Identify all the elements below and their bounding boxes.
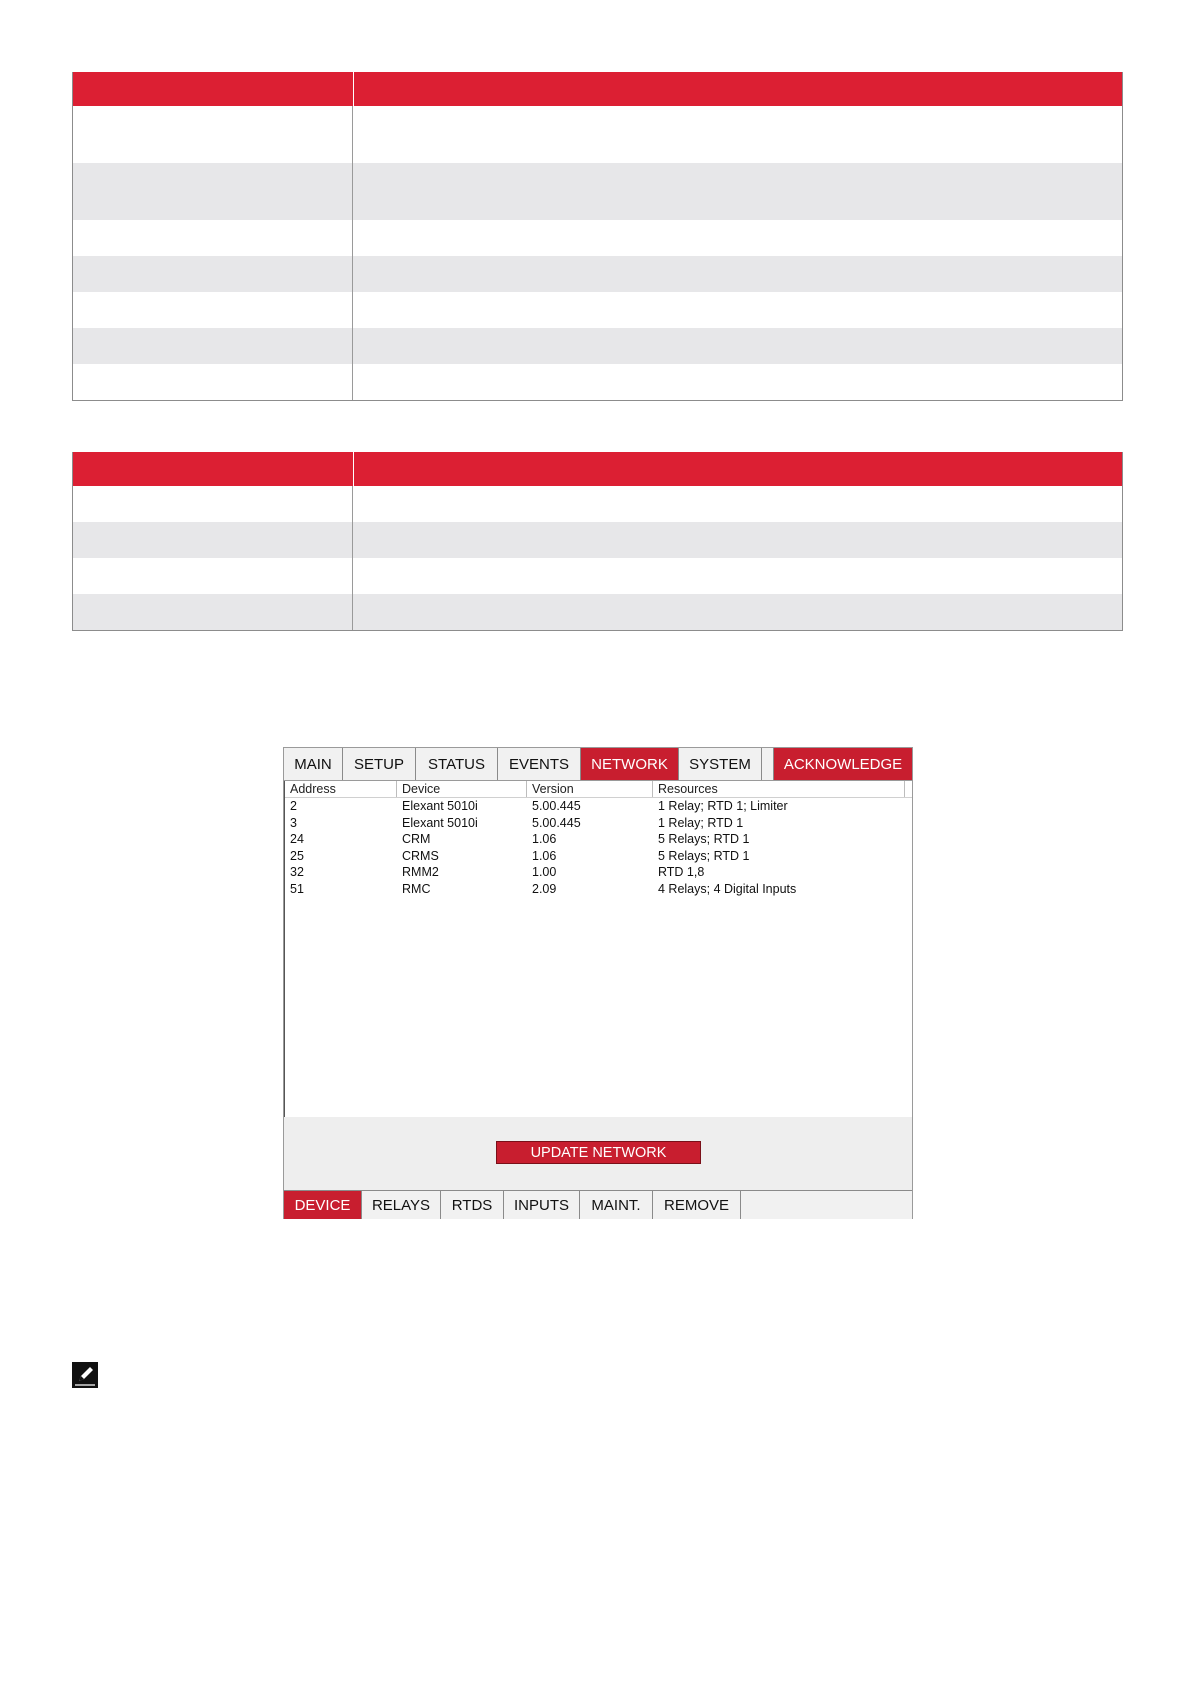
device-list-header — [285, 781, 912, 798]
device-address: 25 — [290, 848, 304, 863]
table-row — [73, 328, 1122, 364]
device-version: 1.06 — [532, 832, 557, 847]
note-pencil-icon — [72, 1362, 98, 1388]
device-address: 2 — [290, 799, 297, 813]
device-row[interactable] — [285, 798, 912, 815]
tab-inputs[interactable]: INPUTS — [504, 1191, 580, 1219]
device-name: CRMS — [402, 848, 439, 863]
table-row — [73, 486, 1122, 522]
top-tab-bar — [284, 748, 912, 781]
table-row — [73, 256, 1122, 292]
action-area — [284, 1117, 912, 1190]
table-row — [73, 163, 1122, 220]
tab-maint[interactable]: MAINT. — [580, 1191, 653, 1219]
device-address: 24 — [290, 832, 304, 847]
device-row[interactable] — [285, 815, 912, 832]
device-list — [284, 781, 912, 1117]
device-version: 1.06 — [532, 848, 557, 863]
tab-remove[interactable]: REMOVE — [653, 1191, 741, 1219]
acknowledge-button[interactable]: ACKNOWLEDGE — [774, 748, 912, 780]
column-address[interactable]: Address — [285, 781, 397, 797]
device-version: 1.00 — [532, 865, 557, 880]
device-resources: 5 Relays; RTD 1 — [658, 832, 750, 847]
device-version: 5.00.445 — [532, 815, 581, 830]
table-row — [73, 522, 1122, 558]
tab-device[interactable]: DEVICE — [284, 1191, 362, 1219]
device-address: 32 — [290, 865, 304, 880]
device-resources: 1 Relay; RTD 1; Limiter — [658, 799, 788, 813]
tab-main[interactable]: MAIN — [284, 748, 343, 780]
device-row[interactable] — [285, 881, 912, 898]
device-version: 5.00.445 — [532, 799, 581, 813]
update-network-button[interactable]: UPDATE NETWORK — [496, 1141, 701, 1164]
table-row — [73, 558, 1122, 594]
tab-events[interactable]: EVENTS — [498, 748, 581, 780]
network-screen — [283, 747, 913, 1219]
device-address: 3 — [290, 815, 297, 830]
device-address: 51 — [290, 881, 304, 896]
bottom-tab-bar — [284, 1190, 912, 1219]
device-name: Elexant 5010i — [402, 815, 478, 830]
device-row[interactable] — [285, 831, 912, 848]
table-row — [73, 220, 1122, 256]
table-row — [73, 364, 1122, 400]
device-resources: RTD 1,8 — [658, 865, 705, 880]
device-name: RMM2 — [402, 865, 439, 880]
device-version: 2.09 — [532, 881, 557, 896]
table-row — [73, 594, 1122, 630]
table-row — [73, 292, 1122, 328]
column-version[interactable]: Version — [527, 781, 653, 797]
table-header — [73, 452, 1122, 486]
device-name: Elexant 5010i — [402, 799, 478, 813]
tab-rtds[interactable]: RTDS — [441, 1191, 504, 1219]
device-resources: 4 Relays; 4 Digital Inputs — [658, 881, 797, 896]
tab-network[interactable]: NETWORK — [581, 748, 679, 780]
device-row[interactable] — [285, 848, 912, 865]
device-name: CRM — [402, 832, 431, 847]
column-resources[interactable]: Resources — [653, 781, 905, 797]
device-resources: 5 Relays; RTD 1 — [658, 848, 750, 863]
document-table-2 — [72, 452, 1123, 631]
column-device[interactable]: Device — [397, 781, 527, 797]
device-resources: 1 Relay; RTD 1 — [658, 815, 744, 830]
device-name: RMC — [402, 881, 431, 896]
tab-spacer — [762, 748, 774, 780]
device-row[interactable] — [285, 864, 912, 881]
tab-system[interactable]: SYSTEM — [679, 748, 762, 780]
tab-relays[interactable]: RELAYS — [362, 1191, 441, 1219]
table-header — [73, 72, 1122, 106]
document-table-1 — [72, 72, 1123, 401]
tab-setup[interactable]: SETUP — [343, 748, 416, 780]
tab-status[interactable]: STATUS — [416, 748, 498, 780]
table-row — [73, 106, 1122, 163]
